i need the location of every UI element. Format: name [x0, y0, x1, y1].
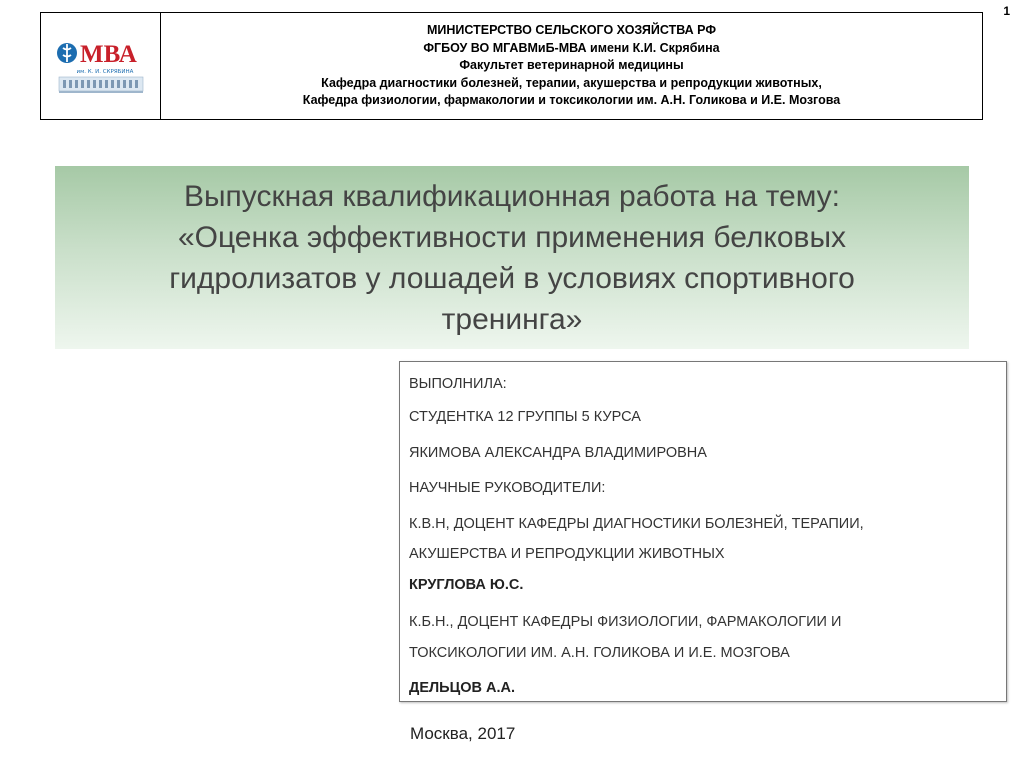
- author-info-box: [399, 361, 1007, 702]
- supervisor2-title-line2: ТОКСИКОЛОГИИ ИМ. А.Н. ГОЛИКОВА И И.Е. МОЗГОВА: [409, 645, 790, 661]
- title-line-4: тренинга»: [441, 302, 583, 336]
- header-line-department-1: Кафедра диагностики болезней, терапии, акушерства и репродукции животных,: [321, 75, 822, 90]
- supervisor2-title-line1: К.Б.Н., ДОЦЕНТ КАФЕДРЫ ФИЗИОЛОГИИ, ФАРМАКОЛОГИИ И: [409, 614, 842, 630]
- student-name: ЯКИМОВА АЛЕКСАНДРА ВЛАДИМИРОВНА: [409, 445, 707, 461]
- logo-caption: им. К. И. СКРЯБИНА: [76, 69, 133, 75]
- supervisor2-name: ДЕЛЬЦОВ А.А.: [409, 680, 515, 696]
- supervisors-label: НАУЧНЫЕ РУКОВОДИТЕЛИ:: [409, 480, 606, 496]
- title-line-3: гидролизатов у лошадей в условиях спортивного: [169, 261, 855, 295]
- thesis-title: [55, 166, 969, 349]
- header-box: [40, 12, 983, 120]
- header-line-university: ФГБОУ ВО МГАВМиБ-МВА имени К.И. Скрябина: [423, 40, 720, 55]
- header-line-ministry: МИНИСТЕРСТВО СЕЛЬСКОГО ХОЗЯЙСТВА РФ: [426, 23, 716, 38]
- header-line-department-2: Кафедра физиологии, фармакологии и токсикологии им. А.Н. Голикова и И.Е. Мозгова: [302, 93, 841, 108]
- header-line-faculty: Факультет ветеринарной медицины: [459, 58, 684, 73]
- page-number: 1: [1003, 4, 1010, 18]
- logo: [41, 13, 161, 119]
- supervisor1-title-line1: К.В.Н, ДОЦЕНТ КАФЕДРЫ ДИАГНОСТИКИ БОЛЕЗНЕЙ, ТЕРАПИИ,: [409, 516, 864, 532]
- supervisor1-title-line2: АКУШЕРСТВА И РЕПРОДУКЦИИ ЖИВОТНЫХ: [409, 546, 725, 562]
- title-line-2: «Оценка эффективности применения белковых: [177, 220, 847, 254]
- student-group: СТУДЕНТКА 12 ГРУППЫ 5 КУРСА: [409, 409, 641, 425]
- mva-logo-image: [55, 35, 147, 97]
- title-line-1: Выпускная квалификационная работа на тему:: [183, 179, 840, 213]
- city-year: Москва, 2017: [410, 724, 516, 743]
- logo-brand: МВА: [79, 41, 137, 68]
- performed-label: ВЫПОЛНИЛА:: [409, 376, 507, 392]
- supervisor1-name: КРУГЛОВА Ю.С.: [409, 577, 524, 593]
- header-text: [161, 13, 982, 119]
